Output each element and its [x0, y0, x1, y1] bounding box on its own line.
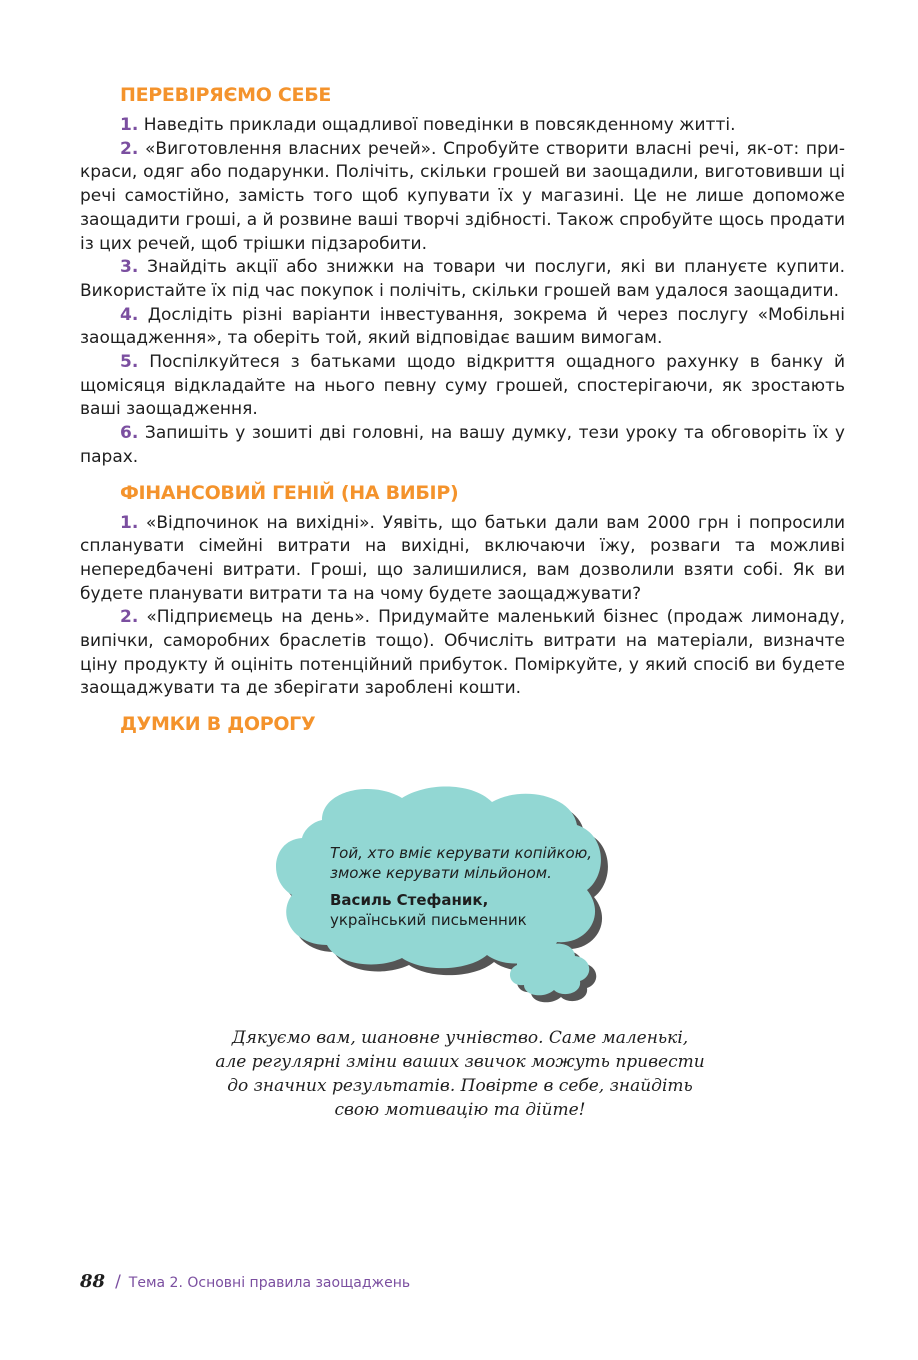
- list-item: [80, 256, 845, 303]
- item-number: 1.: [120, 512, 139, 533]
- quote-line: Той, хто вміє керувати копійкою,: [330, 844, 593, 862]
- item-number: 1.: [120, 115, 139, 135]
- item-number: 3.: [120, 257, 139, 278]
- list-item: [80, 304, 845, 351]
- quote-author-role: український письменник: [330, 911, 527, 929]
- item-text: «Відпочинок на вихідні». Уявіть, що батьки дали вам 2000 грн і попросили спланувати сімейні витрати на вихідні, включаючи їжу, розваги та можливі непередбачені витрати. Гроші, що залишилися, вам дозволили взяти собі. Як ви будете планувати витрати та на чому будете заощаджувати?: [80, 512, 845, 604]
- footer-topic: Тема 2. Основні правила заощаджень: [128, 1275, 411, 1291]
- section-title-thoughts: ДУМКИ В ДОРОГУ: [120, 713, 316, 736]
- item-text: Знайдіть акції або знижки на товари чи послуги, які ви плануєте купити. Використайте їх під час покупок і полічіть, скільки грошей вам удалося заощадити.: [80, 257, 845, 301]
- footer-separator: /: [115, 1272, 121, 1292]
- closing-line: свою мотивацію та дійте!: [334, 1100, 586, 1120]
- item-number: 5.: [120, 352, 139, 373]
- closing-message: [150, 1026, 770, 1122]
- list-item: [80, 114, 845, 138]
- list-item: [80, 512, 845, 607]
- closing-line: але регулярні зміни ваших звичок можуть привести: [215, 1052, 705, 1072]
- item-text: «Виготовлення власних речей». Спробуйте створити власні речі, як-от: прикраси, одяг або подарунки. Полічіть, скільки грошей ви заощадили, виготовивши ці речі самостійно, замість того щоб купувати їх у магазині. Це не лише допоможе заощадити гроші, а й розвине ваші творчі здібності. Також спробуйте щось продати із цих речей, щоб трішки підзаробити.: [80, 138, 845, 254]
- closing-line: Дякуємо вам, шановне учнівство. Саме маленькі,: [231, 1028, 689, 1048]
- item-number: 2.: [120, 138, 139, 159]
- quote-line: зможе керувати мільйоном.: [330, 864, 552, 882]
- list-item: [80, 422, 845, 469]
- page-content: [80, 82, 845, 743]
- item-text: Дослідіть різні варіанти інвестування, зокрема й через послугу «Мобільні заощадження», та оберіть той, який відповідає вашим вимогам.: [80, 304, 845, 349]
- section-title-genius: ФІНАНСОВИЙ ГЕНІЙ (НА ВИБІР): [120, 481, 459, 504]
- item-text: Запишіть у зошиті дві головні, на вашу думку, тези уроку та обговоріть їх у парах.: [80, 423, 845, 467]
- page-footer: [80, 1271, 410, 1292]
- page-number: 88: [80, 1271, 106, 1292]
- item-text: «Підприємець на день». Придумайте маленький бізнес (продаж лимонаду, випічки, саморобних браслетів тощо). Обчисліть витрати на матеріали, визначте ціну продукту й оцініть потенційний прибуток. Поміркуйте, у який спосіб ви будете заощаджувати та де зберігати зароблені кошти.: [80, 607, 845, 699]
- list-item: [80, 138, 845, 257]
- section-title-self-check: ПЕРЕВІРЯЄМО СЕБЕ: [120, 84, 332, 106]
- item-number: 4.: [120, 304, 139, 325]
- list-item: [80, 351, 845, 422]
- item-number: 6.: [120, 423, 139, 444]
- closing-line: до значних результатів. Повірте в себе, знайдіть: [227, 1076, 693, 1096]
- item-number: 2.: [120, 607, 139, 628]
- list-item: [80, 606, 845, 701]
- item-text: Наведіть приклади ощадливої поведінки в повсякденному житті.: [138, 115, 736, 135]
- quote-block: [330, 843, 600, 930]
- item-text: Поспілкуйтеся з батьками щодо відкриття ощадного рахунку в банку й щомісяця відкладайте на нього певну суму грошей, спостерігаючи, як зростають ваші заощадження.: [80, 352, 845, 420]
- quote-author: Василь Стефаник,: [330, 891, 489, 909]
